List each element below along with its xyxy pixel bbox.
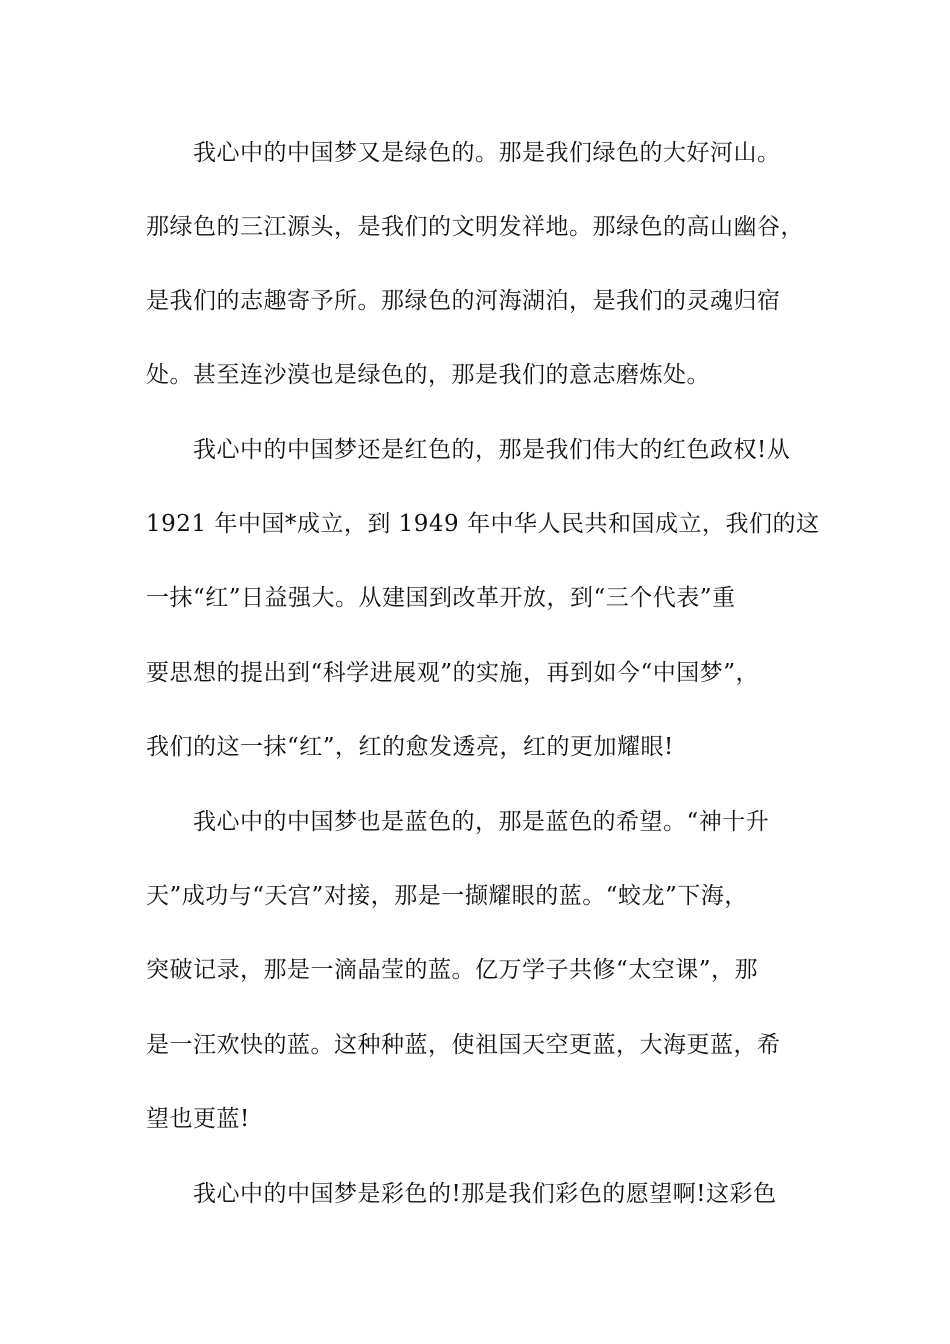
paragraph-line: 处。甚至连沙漠也是绿色的，那是我们的意志磨炼处。 [146, 362, 710, 388]
paragraph-line: 那绿色的三江源头，是我们的文明发祥地。那绿色的高山幽谷， [146, 214, 804, 240]
paragraph-line: 天”成功与“天宫”对接，那是一撷耀眼的蓝。“蛟龙”下海， [146, 883, 748, 909]
paragraph-line: 要思想的提出到“科学进展观”的实施，再到如今“中国梦”， [146, 660, 760, 686]
paragraph-line: 我心中的中国梦是彩色的!那是我们彩色的愿望啊!这彩色 [193, 1181, 777, 1207]
paragraph-line: 我们的这一抹“红”，红的愈发透亮，红的更加耀眼! [146, 734, 674, 760]
paragraph-line: 我心中的中国梦还是红色的，那是我们伟大的红色政权!从 [193, 437, 791, 463]
paragraph-line: 1921 年中国*成立，到 1949 年中华人民共和国成立，我们的这 [146, 511, 820, 537]
paragraph-line: 我心中的中国梦也是蓝色的，那是蓝色的希望。“神十升 [193, 809, 770, 835]
paragraph-line: 我心中的中国梦又是绿色的。那是我们绿色的大好河山。 [193, 140, 781, 166]
paragraph-line: 突破记录，那是一滴晶莹的蓝。亿万学子共修“太空课”，那 [146, 957, 759, 983]
paragraph-line: 是我们的志趣寄予所。那绿色的河海湖泊，是我们的灵魂归宿 [146, 288, 781, 314]
paragraph-line: 望也更蓝! [146, 1106, 250, 1132]
paragraph-line: 是一汪欢快的蓝。这种种蓝，使祖国天空更蓝，大海更蓝，希 [146, 1032, 781, 1058]
paragraph-line: 一抹“红”日益强大。从建国到改革开放，到“三个代表”重 [146, 585, 736, 611]
